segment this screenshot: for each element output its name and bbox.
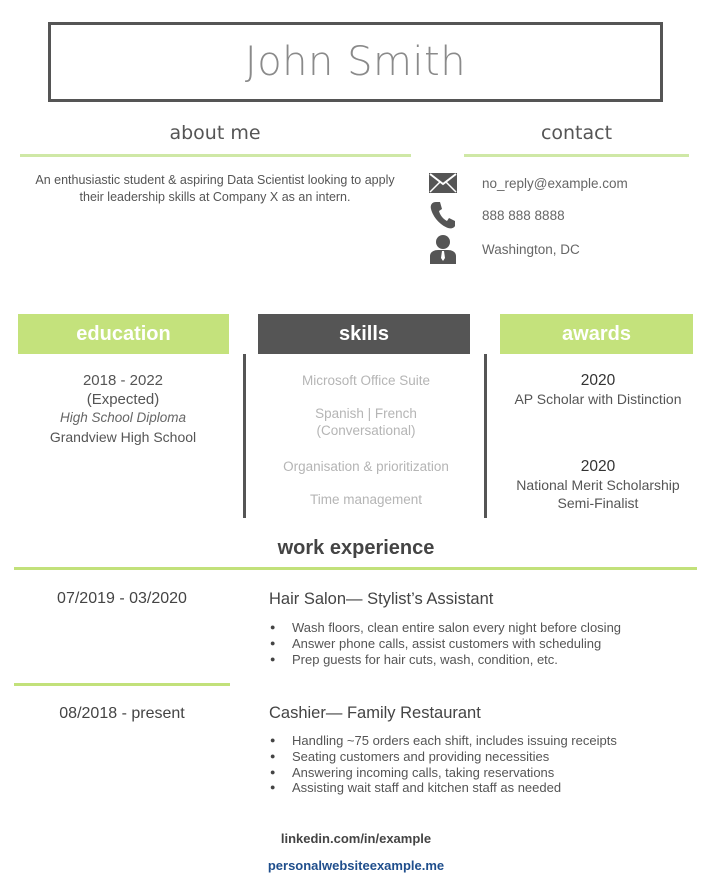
education-degree: High School Diploma — [59, 410, 187, 425]
list-item: ● Handling ~75 orders each shift, includes issuing receipts — [270, 733, 690, 749]
contact-phone — [428, 200, 688, 230]
phone-icon — [428, 200, 458, 230]
list-item: ● Answering incoming calls, taking reservations — [270, 765, 690, 781]
award-year: 2020 — [580, 458, 616, 475]
award-item — [498, 372, 698, 408]
skill-item: Spanish | French (Conversational) — [315, 406, 417, 438]
list-item: ● Answer phone calls, assist customers with scheduling — [270, 636, 690, 652]
work-divider — [14, 567, 697, 570]
linkedin-link[interactable]: linkedin.com/in/example — [280, 831, 432, 846]
contact-email — [428, 168, 688, 198]
skills-left-divider — [243, 354, 246, 518]
job-title: Cashier— Family Restaurant — [269, 704, 481, 722]
skills-right-divider — [484, 354, 487, 518]
location-text: Washington, DC — [482, 241, 580, 257]
awards-tab: awards — [500, 314, 693, 354]
education-tab: education — [18, 314, 229, 354]
candidate-name: John Smith — [244, 39, 467, 85]
award-year: 2020 — [580, 372, 616, 389]
list-item: ● Wash floors, clean entire salon every night before closing — [270, 620, 690, 636]
email-text[interactable]: no_reply@example.com — [482, 175, 628, 191]
phone-text[interactable]: 888 888 8888 — [482, 207, 565, 223]
name-header — [48, 22, 663, 102]
work-heading: work experience — [277, 537, 435, 559]
job-dates: 08/2018 - present — [59, 705, 185, 722]
job-dates: 07/2019 - 03/2020 — [57, 590, 187, 607]
list-item: ● Prep guests for hair cuts, wash, condition, etc. — [270, 652, 690, 668]
skill-item: Organisation & prioritization — [283, 459, 449, 474]
website-link[interactable]: personalwebsiteexample.me — [267, 858, 445, 873]
list-item: ● Seating customers and providing necessities — [270, 749, 690, 765]
about-divider — [20, 154, 411, 157]
education-school: Grandview High School — [49, 428, 197, 445]
job-divider — [14, 683, 230, 686]
envelope-icon — [428, 168, 458, 198]
job-bullets — [270, 733, 690, 796]
skill-item: Time management — [309, 492, 423, 507]
award-item — [498, 458, 698, 512]
job-title: Hair Salon— Stylist’s Assistant — [269, 590, 494, 608]
job-bullets — [270, 620, 690, 667]
education-status: (Expected) — [86, 390, 160, 408]
education-years: 2018 - 2022 — [82, 372, 164, 389]
person-icon — [428, 234, 458, 264]
contact-heading: contact — [540, 122, 613, 144]
contact-location — [428, 234, 688, 264]
skills-tab: skills — [258, 314, 470, 354]
list-item: ● Assisting wait staff and kitchen staff as needed — [270, 780, 690, 796]
education-block — [18, 372, 228, 446]
about-text: An enthusiastic student & aspiring Data Scientist looking to apply their leadership skills at Company X as an intern. — [35, 173, 395, 204]
about-heading: about me — [169, 122, 261, 144]
award-desc: AP Scholar with Distinction — [514, 391, 682, 407]
contact-divider — [464, 154, 689, 157]
skill-item: Microsoft Office Suite — [301, 373, 431, 388]
award-desc: National Merit Scholarship Semi-Finalist — [516, 477, 680, 511]
